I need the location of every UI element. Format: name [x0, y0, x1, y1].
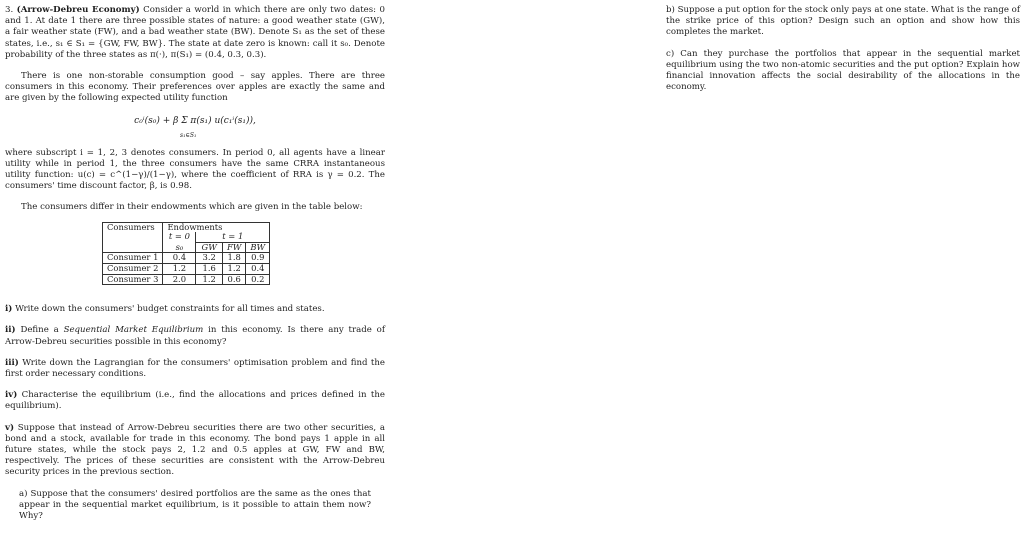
part-i: i) Write down the consumers' budget constraints for all times and states. [5, 304, 325, 315]
table-row: Consumer 2 1.2 1.6 1.2 0.4 [103, 264, 270, 275]
left-column [5, 5, 385, 522]
header-t0: t = 0 [163, 232, 196, 242]
part-iii: iii) Write down the Lagrangian for the consumers' optimisation problem and find the first order necessary conditions. [5, 357, 385, 380]
part-v: v) Suppose that instead of Arrow-Debreu securities there are two other securities, a bond and a stock, available for trade in this economy. The bond pays 1 apple in all future states, while the stock pays 2, 1.2 and 0.5 apples at GW, FW and BW, respectively. The prices of these securities are consistent with the Arrow-Debreu security prices in the previous section. [5, 422, 385, 478]
right-column [666, 5, 1020, 93]
header-s0: s₀ [163, 242, 196, 253]
table-row: Consumer 1 0.4 3.2 1.8 0.9 [103, 253, 270, 264]
header-t1: t = 1 [196, 232, 270, 242]
table-row: Consumer 3 2.0 1.2 0.6 0.2 [103, 274, 270, 285]
table-intro: The consumers differ in their endowments which are given in the table below: [21, 202, 363, 213]
formula-text: c₀ⁱ(s₀) + β Σ π(s₁) u(c₁ⁱ(s₁)), [134, 115, 256, 126]
question-intro [5, 5, 385, 61]
subpart-b: b) Suppose a put option for the stock only pays at one state. What is the range of the strike price of this option? Design such an option and show how this completes the market. [666, 5, 1021, 38]
question-title: (Arrow-Debreu Economy) [16, 5, 140, 15]
utility-paragraph: where subscript i = 1, 2, 3 denotes consumers. In period 0, all agents have a linear utility while in period 1, the three consumers have the same CRRA instantaneous utility function: u(c) = c^(1−γ)/(1−γ), where the coefficient of RRA is γ = 0.2. The consumers' time discount factor, β, is 0.98. [5, 147, 385, 192]
utility-formula [5, 116, 385, 138]
header-consumers: Consumers [103, 222, 163, 232]
part-iv: iv) Characterise the equilibrium (i.e., find the allocations and prices defined in the equilibrium). [5, 390, 385, 412]
subpart-a: a) Suppose that the consumers' desired portfolios are the same as the ones that appear in the sequential market equilibrium, is it possible to attain them now? Why? [19, 488, 371, 522]
question-number: 3. [5, 5, 14, 15]
header-state-bw: BW [246, 242, 270, 253]
header-state-gw: GW [196, 242, 223, 253]
formula-subscript: s₁∈S₁ [180, 131, 197, 139]
question-intro-text: Consider a world in which there are only two dates: 0 and 1. At date 1 there are three possible states of nature: a good weather state (GW), a fair weather state (FW), and a bad weather state (BW). Denote S₁ as the set of these states, i.e., s₁ ∈ S₁ = {GW, FW, BW}. The state at date zero is known: call it s₀. Denote probability of the three states as π(·), π(S₁) = (0.4, 0.3, 0.3). [5, 5, 385, 60]
subpart-c: c) Can they purchase the portfolios that appear in the sequential market equilibrium using the two non-atomic securities and the put option? Explain how financial innovation affects the social desirability of the allocations in the economy. [666, 48, 1021, 93]
endowments-table [102, 222, 270, 286]
part-ii: ii) Define a Sequential Market Equilibrium in this economy. Is there any trade of Arrow-Debreu securities possible in this economy? [5, 325, 386, 347]
header-endowments: Endowments [163, 222, 223, 232]
header-state-fw: FW [222, 242, 245, 253]
consumers-paragraph: There is one non-storable consumption good – say apples. There are three consumers in this economy. Their preferences over apples are exactly the same and are given by the following expected utility function [5, 71, 385, 104]
